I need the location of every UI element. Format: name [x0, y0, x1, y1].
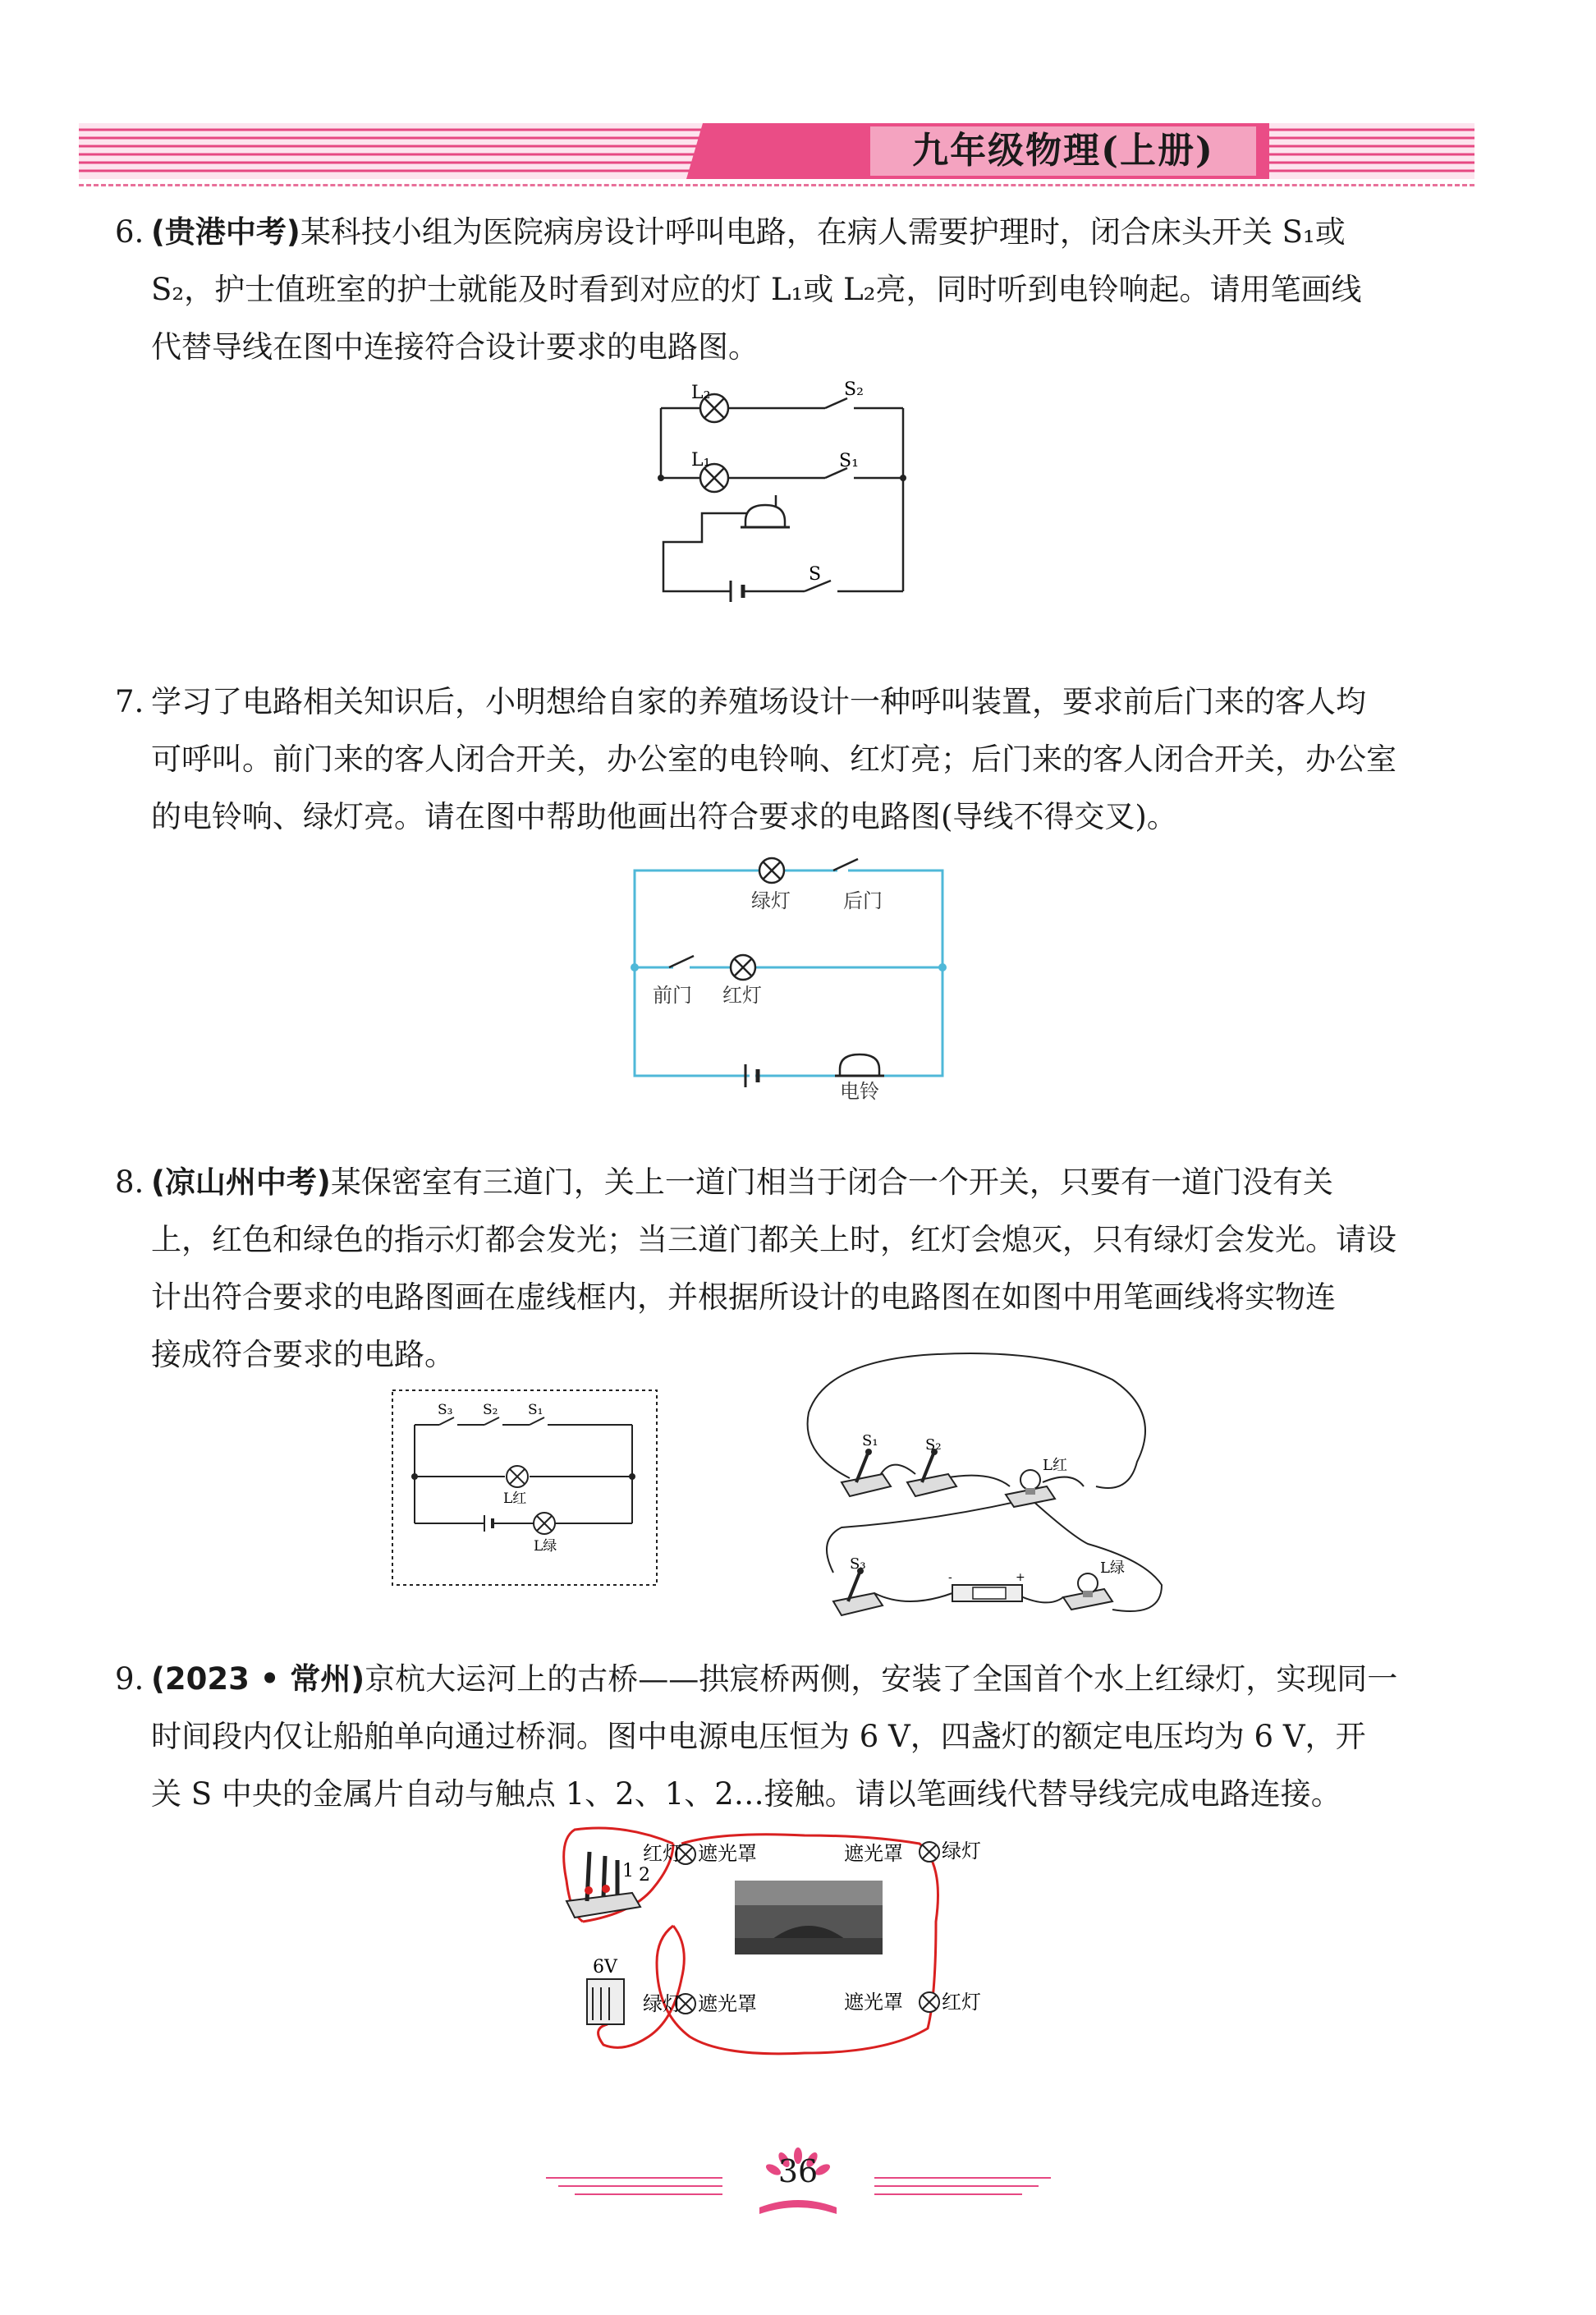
label-s1: S₁ — [839, 451, 859, 471]
svg-text:+: + — [1016, 1571, 1025, 1584]
question-text-line: 某保密室有三道门，关上一道门相当于闭合一个开关，只要有一道门没有关 — [330, 1164, 1333, 1200]
question-text-line: 某科技小组为医院病房设计呼叫电路，在病人需要护理时，闭合床头开关 S₁或 — [300, 214, 1346, 250]
label-shade-4: 遮光罩 — [844, 1991, 903, 2014]
label-shade-1: 遮光罩 — [698, 1842, 757, 1865]
question-number: 8. — [115, 1164, 144, 1200]
label-back-door: 后门 — [843, 889, 883, 912]
lamp-icon — [700, 394, 728, 492]
question-text-line: 京杭大运河上的古桥——拱宸桥两侧，安装了全国首个水上红绿灯，实现同一 — [365, 1661, 1398, 1697]
question-number: 7. — [115, 684, 144, 719]
bridge-photo — [735, 1881, 883, 1954]
question-text-line: 可呼叫。前门来的客人闭合开关，办公室的电铃响、红灯亮；后门来的客人闭合开关，办公室 — [151, 742, 1396, 777]
question-text-line: 关 S 中央的金属片自动与触点 1、2、1、2…接触。请以笔画线代替导线完成电路连接。 — [151, 1776, 1341, 1812]
question-text-line: 上，红色和绿色的指示灯都会发光；当三道门都关上时，红灯会熄灭，只有绿灯会发光。请设 — [151, 1222, 1396, 1257]
label-red-bottom: 红灯 — [942, 1991, 981, 2014]
label-s2: S₂ — [483, 1402, 498, 1418]
switch-icon — [833, 1568, 883, 1615]
header-band — [79, 123, 1474, 179]
label-l-green: L绿 — [534, 1538, 557, 1555]
label-green-top: 绿灯 — [942, 1840, 981, 1863]
question-source: (凉山州中考) — [151, 1164, 331, 1200]
switch-icon — [842, 1449, 891, 1496]
label-s1: S₁ — [528, 1402, 543, 1418]
question-text-line: 计出符合要求的电路图画在虚线框内，并根据所设计的电路图在如图中用笔画线将实物连 — [151, 1279, 1336, 1315]
label-l-red: L红 — [503, 1491, 527, 1507]
question-6 — [115, 204, 1445, 376]
question-source: (2023 • 常州) — [151, 1661, 365, 1697]
question-8 — [115, 1154, 1445, 1384]
label-shade-2: 遮光罩 — [844, 1842, 903, 1865]
question-7 — [115, 673, 1445, 846]
label-l2: L₂ — [691, 383, 711, 403]
label-shade-3: 遮光罩 — [698, 1992, 757, 2015]
question-9 — [115, 1651, 1445, 1823]
bulb-icon — [1006, 1470, 1055, 1507]
question-text-line: 接成符合要求的电路。 — [151, 1337, 455, 1372]
bell-icon — [835, 1054, 884, 1076]
question-text-line: 时间段内仅让船舶单向通过桥洞。图中电源电压恒为 6 V，四盏灯的额定电压均为 6 V，开 — [151, 1719, 1366, 1754]
battery-icon — [587, 1979, 624, 2024]
label-voltage: 6V — [593, 1957, 617, 1977]
question-text-line: 代替导线在图中连接符合设计要求的电路图。 — [151, 329, 759, 365]
label-contact-1: 1 — [622, 1861, 634, 1881]
label-red-top: 红灯 — [643, 1842, 682, 1865]
page-number: 36 — [777, 2153, 819, 2189]
question-number: 6. — [115, 214, 144, 250]
figure-q6-circuit — [640, 374, 920, 608]
label-s3: S₃ — [438, 1402, 453, 1418]
label-contact-2: 2 — [639, 1865, 650, 1886]
header-title: 九年级物理(上册) — [912, 130, 1214, 172]
label-green-lamp: 绿灯 — [751, 889, 791, 912]
figure-q9-circuit — [558, 1815, 1018, 2061]
question-source: (贵港中考) — [151, 214, 300, 250]
question-number: 9. — [115, 1661, 144, 1697]
label-s: S — [809, 564, 822, 585]
svg-text:-: - — [948, 1571, 952, 1584]
figure-q8-schematic — [390, 1388, 661, 1589]
label-l-green: L绿 — [1100, 1559, 1125, 1577]
figure-q7-circuit — [628, 854, 956, 1100]
question-text-line: S₂，护士值班室的护士就能及时看到对应的灯 L₁或 L₂亮，同时听到电铃响起。请用笔画线 — [151, 272, 1362, 307]
label-front-door: 前门 — [653, 984, 692, 1007]
label-green-bottom: 绿灯 — [643, 1992, 682, 2015]
battery-icon — [948, 1571, 1025, 1601]
label-s3: S₃ — [850, 1555, 866, 1573]
bulb-icon — [1063, 1573, 1112, 1610]
battery-icon — [731, 581, 743, 602]
bell-icon — [741, 505, 790, 527]
figure-q8-physical — [800, 1347, 1186, 1626]
label-s2: S₂ — [844, 379, 864, 400]
label-bell: 电铃 — [840, 1080, 879, 1100]
label-red-lamp: 红灯 — [722, 984, 762, 1007]
label-l1: L₁ — [691, 450, 711, 471]
label-s1: S₁ — [862, 1432, 878, 1449]
label-s2: S₂ — [925, 1436, 942, 1454]
question-text-line: 学习了电路相关知识后，小明想给自家的养殖场设计一种呼叫装置，要求前后门来的客人均 — [151, 684, 1366, 719]
header-divider — [79, 184, 1474, 186]
question-text-line: 的电铃响、绿灯亮。请在图中帮助他画出符合要求的电路图(导线不得交叉)。 — [151, 799, 1177, 834]
label-l-red: L红 — [1043, 1457, 1067, 1474]
